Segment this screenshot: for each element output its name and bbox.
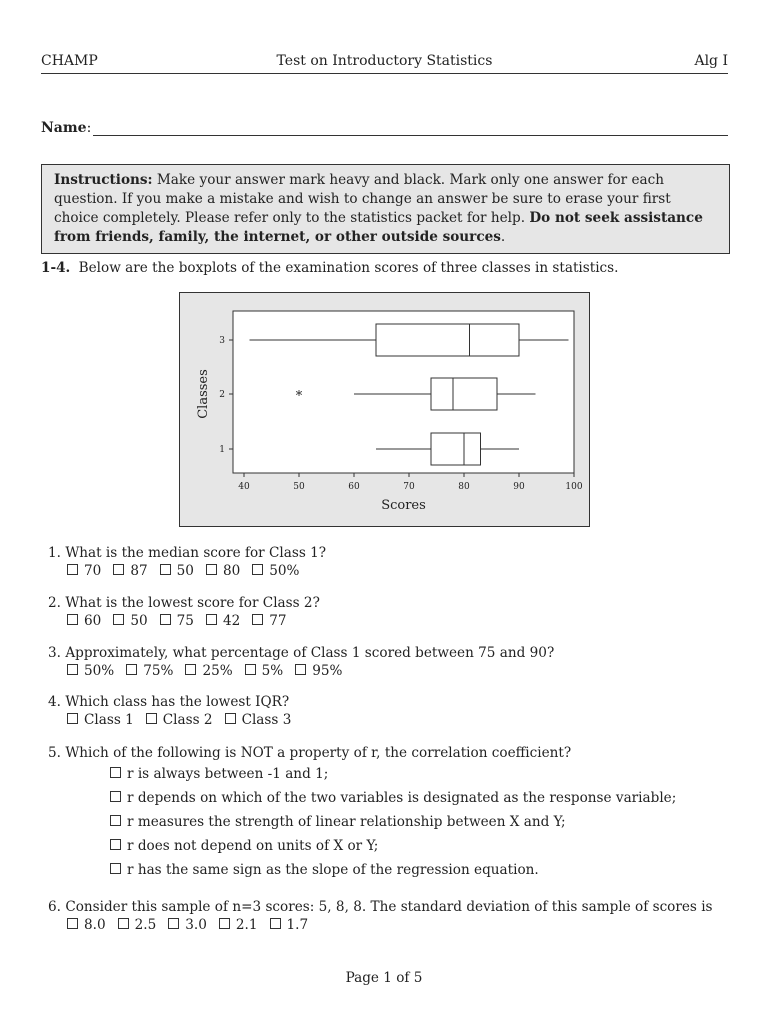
answer-label: 2.5 — [134, 917, 157, 933]
answer-label: Class 3 — [241, 712, 292, 728]
answer-label: 2.1 — [235, 917, 258, 933]
answer-option[interactable] — [160, 563, 194, 579]
question-3-num: 3. — [48, 645, 61, 661]
instructions-warning: Do not seek assistance from friends, family, the internet, or other outside sources — [54, 210, 703, 245]
question-4 — [48, 693, 303, 729]
question-4-options — [67, 711, 303, 729]
box-class-1 — [431, 433, 481, 465]
answer-label: 42 — [222, 613, 241, 629]
instructions-end: . — [500, 229, 506, 245]
answer-option[interactable] — [110, 762, 676, 786]
answer-label: r measures the strength of linear relationship between X and Y; — [127, 814, 566, 830]
answer-label: 95% — [312, 663, 343, 679]
answer-label: 25% — [202, 663, 233, 679]
answer-option[interactable] — [113, 563, 147, 579]
answer-label: r has the same sign as the slope of the regression equation. — [127, 862, 539, 878]
answer-label: 3.0 — [185, 917, 207, 933]
answer-option[interactable] — [168, 917, 207, 933]
instructions-box — [41, 164, 730, 254]
checkbox-icon[interactable] — [113, 564, 124, 575]
y-tick-label: 2 — [219, 390, 225, 400]
checkbox-icon[interactable] — [67, 614, 78, 625]
answer-label: 50% — [269, 563, 300, 579]
checkbox-icon[interactable] — [110, 767, 121, 778]
answer-option[interactable] — [219, 917, 258, 933]
answer-label: 75% — [143, 663, 174, 679]
section-label: 1-4. — [41, 260, 71, 276]
checkbox-icon[interactable] — [126, 664, 137, 675]
page-footer: Page 1 of 5 — [345, 970, 423, 986]
checkbox-icon[interactable] — [245, 664, 256, 675]
question-1-options — [67, 562, 326, 580]
box-class-3 — [376, 324, 519, 356]
page-header — [41, 53, 728, 74]
checkbox-icon[interactable] — [252, 564, 263, 575]
outlier-marker: * — [295, 389, 303, 404]
question-2-options — [67, 612, 320, 630]
box-class-2 — [431, 378, 497, 410]
answer-option[interactable] — [118, 917, 157, 933]
question-4-num: 4. — [48, 694, 61, 710]
question-1 — [48, 544, 326, 580]
checkbox-icon[interactable] — [146, 713, 157, 724]
answer-option[interactable] — [146, 712, 213, 728]
header-right: Alg I — [694, 53, 728, 69]
instructions-text: Make your answer mark heavy and black. Mark only one answer for each question. If you make a mistake and wish to change an answer be sure to erase your first choice completely. Please refer only to the statistics packet for help. — [54, 172, 671, 226]
checkbox-icon[interactable] — [160, 614, 171, 625]
checkbox-icon[interactable] — [168, 918, 179, 929]
answer-option[interactable] — [245, 663, 284, 679]
x-tick-label: 90 — [513, 482, 525, 492]
question-2 — [48, 594, 320, 630]
question-6 — [48, 898, 713, 934]
answer-option[interactable] — [110, 858, 676, 882]
question-5 — [48, 744, 676, 882]
answer-option[interactable] — [126, 663, 173, 679]
checkbox-icon[interactable] — [110, 791, 121, 802]
answer-option[interactable] — [185, 663, 232, 679]
question-5-text: Which of the following is NOT a property of r, the correlation coefficient? — [65, 745, 572, 761]
boxplot-chart — [180, 293, 589, 526]
answer-option[interactable] — [295, 663, 342, 679]
x-tick-label: 70 — [403, 482, 415, 492]
name-line[interactable] — [93, 134, 728, 136]
checkbox-icon[interactable] — [206, 564, 217, 575]
checkbox-icon[interactable] — [270, 918, 281, 929]
question-6-num: 6. — [48, 899, 61, 915]
checkbox-icon[interactable] — [295, 664, 306, 675]
checkbox-icon[interactable] — [160, 564, 171, 575]
answer-label: Class 2 — [162, 712, 213, 728]
answer-option[interactable] — [110, 810, 676, 834]
answer-label: 75 — [176, 613, 194, 629]
question-6-text: Consider this sample of n=3 scores: 5, 8, 8. The standard deviation of this sample of scores is — [65, 899, 713, 915]
x-axis-label: Scores — [381, 498, 426, 513]
checkbox-icon[interactable] — [67, 664, 78, 675]
x-tick-label: 60 — [348, 482, 360, 492]
x-tick-label: 100 — [565, 482, 583, 492]
answer-option[interactable] — [110, 786, 676, 810]
question-2-text: What is the lowest score for Class 2? — [65, 595, 320, 611]
question-3-text: Approximately, what percentage of Class 1 scored between 75 and 90? — [65, 645, 555, 661]
answer-label: r does not depend on units of X or Y; — [127, 838, 379, 854]
question-5-num: 5. — [48, 745, 61, 761]
y-tick-label: 3 — [219, 336, 225, 346]
answer-option[interactable] — [110, 834, 676, 858]
x-tick-label: 80 — [458, 482, 470, 492]
question-6-options — [67, 916, 713, 934]
answer-label: 50 — [176, 563, 194, 579]
answer-label: 8.0 — [84, 917, 106, 933]
question-3 — [48, 644, 554, 680]
question-1-num: 1. — [48, 545, 61, 561]
checkbox-icon[interactable] — [219, 918, 230, 929]
answer-option[interactable] — [225, 712, 292, 728]
question-1-text: What is the median score for Class 1? — [65, 545, 327, 561]
answer-label: 80 — [222, 563, 241, 579]
checkbox-icon[interactable] — [185, 664, 196, 675]
section-text: Below are the boxplots of the examination scores of three classes in statistics. — [78, 260, 619, 276]
y-axis-label: Classes — [196, 369, 211, 419]
answer-option[interactable] — [67, 917, 106, 933]
answer-option[interactable] — [160, 613, 194, 629]
name-label: Name — [41, 120, 87, 136]
question-3-options — [67, 662, 554, 680]
section-intro — [41, 260, 618, 276]
answer-label: 5% — [261, 663, 284, 679]
checkbox-icon[interactable] — [206, 614, 217, 625]
answer-option[interactable] — [270, 917, 309, 933]
answer-label: 50 — [130, 613, 148, 629]
answer-option[interactable] — [67, 712, 134, 728]
header-left: CHAMP — [41, 53, 98, 69]
checkbox-icon[interactable] — [67, 564, 78, 575]
y-tick-label: 1 — [219, 445, 225, 455]
question-5-options — [48, 762, 676, 882]
checkbox-icon[interactable] — [67, 918, 78, 929]
answer-label: r depends on which of the two variables is designated as the response variable; — [127, 790, 677, 806]
header-title: Test on Introductory Statistics — [276, 53, 493, 69]
checkbox-icon[interactable] — [110, 839, 121, 850]
checkbox-icon[interactable] — [252, 614, 263, 625]
answer-option[interactable] — [252, 613, 286, 629]
x-tick-label: 40 — [238, 482, 250, 492]
answer-label: 70 — [84, 563, 102, 579]
answer-option[interactable] — [252, 563, 299, 579]
checkbox-icon[interactable] — [113, 614, 124, 625]
answer-option[interactable] — [206, 563, 240, 579]
answer-option[interactable] — [206, 613, 240, 629]
instructions-lead: Instructions: — [54, 172, 153, 188]
answer-option[interactable] — [67, 613, 101, 629]
answer-label: 50% — [84, 663, 115, 679]
answer-label: 77 — [269, 613, 287, 629]
checkbox-icon[interactable] — [67, 713, 78, 724]
question-2-num: 2. — [48, 595, 61, 611]
answer-label: 1.7 — [286, 917, 309, 933]
name-row: Name: — [41, 120, 728, 136]
checkbox-icon[interactable] — [225, 713, 236, 724]
answer-label: 87 — [130, 563, 148, 579]
answer-option[interactable] — [67, 563, 101, 579]
answer-option[interactable] — [67, 663, 114, 679]
answer-label: r is always between -1 and 1; — [127, 766, 329, 782]
question-4-text: Which class has the lowest IQR? — [65, 694, 290, 710]
checkbox-icon[interactable] — [118, 918, 129, 929]
answer-option[interactable] — [113, 613, 147, 629]
checkbox-icon[interactable] — [110, 863, 121, 874]
x-tick-label: 50 — [293, 482, 305, 492]
answer-label: 60 — [84, 613, 102, 629]
answer-label: Class 1 — [84, 712, 134, 728]
boxplot-frame — [179, 292, 590, 527]
checkbox-icon[interactable] — [110, 815, 121, 826]
